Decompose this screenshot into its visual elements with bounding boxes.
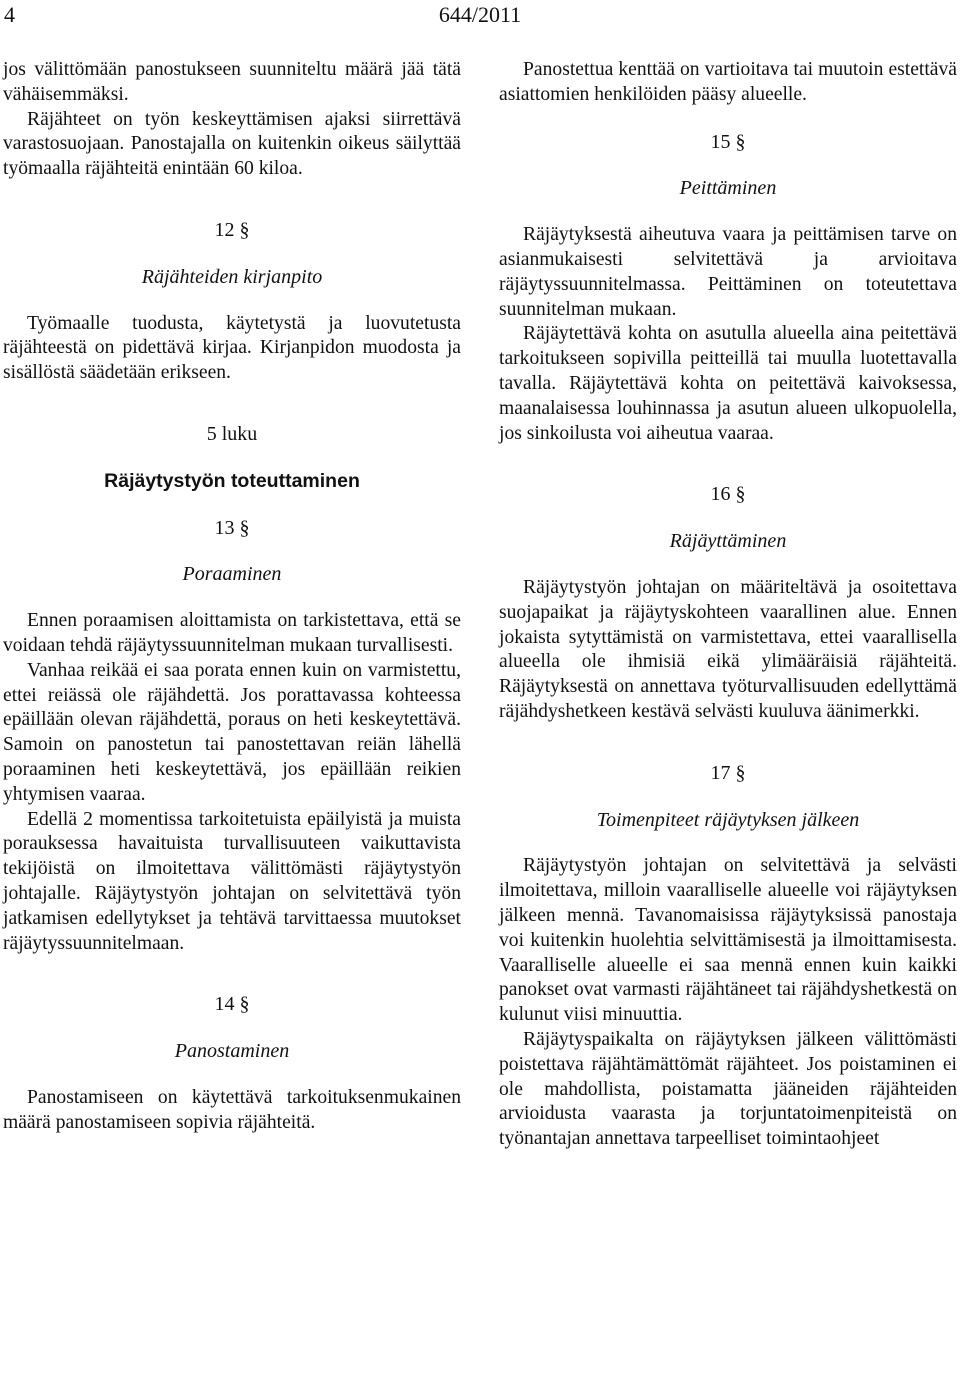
- section-17-paragraph-2: Räjäytyspaikalta on räjäytyksen jälkeen välittömästi poistettava räjähtämättömät räjähteet. Jos poistaminen ei ole mahdollista, poistamatta jääneiden räjähteiden arvioidusta vaarasta ja torjuntatoimenpiteistä on työnantajan annettava tarpeelliset toimintaohjeet: [499, 1028, 957, 1150]
- section-17-number: 17 §: [710, 761, 746, 784]
- section-16-number: 16 §: [710, 483, 746, 506]
- section-14-number: 14 §: [214, 993, 250, 1016]
- section-13-paragraph-3: Edellä 2 momentissa tarkoitetuista epäilyistä ja muista porauksessa havaituista turvallisuuteen vaikuttavista tekijöistä on ilmoitettava välittömästi räjäytystyön johtajalle. Räjäytystyön johtajan on selvitettävä työn jatkamisen edellytykset ja tehtävä tarvittaessa muutokset räjäytyssuunnitelmaan.: [3, 808, 461, 954]
- storage-paragraph: Räjähteet on työn keskeyttämisen ajaksi siirrettävä varastosuojaan. Panostajalla on kuitenkin oikeus säilyttää työmaalla räjähteitä enintään 60 kiloa.: [3, 108, 461, 180]
- section-13-paragraph-1: Ennen poraamisen aloittamista on tarkistettava, että se voidaan tehdä räjäytyssuunnitelman mukaan turvallisesti.: [3, 610, 461, 656]
- section-14-title: Panostaminen: [174, 1040, 290, 1063]
- section-12-paragraph-1: Työmaalle tuodusta, käytetystä ja luovutetusta räjähteestä on pidettävä kirjaa. Kirjanpidon muodosta ja sisällöstä säädetään erikseen.: [3, 312, 461, 384]
- section-15-number: 15 §: [710, 130, 746, 153]
- right-column: [499, 58, 957, 1152]
- page-number: 4: [4, 2, 15, 27]
- section-13-number: 13 §: [214, 516, 250, 539]
- left-column: [3, 58, 461, 1136]
- section-16-title: Räjäyttäminen: [669, 530, 787, 553]
- chapter-title: Räjäytystyön toteuttaminen: [104, 469, 360, 492]
- section-15-paragraph-2: Räjäytettävä kohta on asutulla alueella aina peitettävä tarkoitukseen sopivilla peitteillä tai muulla luotettavalla tavalla. Räjäytettävä kohta on peitettävä kaivoksessa, maanalaisessa louhinnassa ja asutun alueen ulkopuolella, jos sinkoilusta voi aiheutua vaaraa.: [499, 323, 957, 444]
- section-15-title: Peittäminen: [679, 177, 777, 200]
- chapter-number: 5 luku: [206, 422, 258, 445]
- section-13-title: Poraaminen: [182, 563, 282, 586]
- section-13-paragraph-2: Vanhaa reikää ei saa porata ennen kuin on varmistettu, ettei reiässä ole räjähdettä. Jos porattavassa kohteessa epäillään olevan räjähdettä, poraus on heti keskeytettävä. Samoin on panostetun tai panostettavan reiän lähellä poraaminen heti keskeytettävä, jos epäillään reikien yhtymisen vaaraa.: [3, 659, 461, 805]
- continued-paragraph: jos välittömään panostukseen suunniteltu määrä jää tätä vähäisemmäksi.: [3, 59, 461, 105]
- section-17-paragraph-1: Räjäytystyön johtajan on selvitettävä ja selvästi ilmoitettava, milloin vaaralliselle alueelle voi räjäytyksen jälkeen mennä. Tavanomaisissa räjäytyksissä panostaja voi kuitenkin huolehtia selvittämisestä ja ilmoittamisesta. Vaaralliselle alueelle ei saa mennä ennen kuin kaikki panokset ovat varmasti räjähtäneet tai räjähdyshetkestä on kulunut viisi minuuttia.: [499, 855, 957, 1026]
- publication-id: 644/2011: [438, 2, 522, 27]
- section-15-paragraph-1: Räjäytyksestä aiheutuva vaara ja peittämisen tarve on asianmukaisesti selvitettävä ja arvioitava räjäytyssuunnitelmassa. Peittäminen on toteutettava suunnitelman mukaan.: [499, 224, 957, 320]
- section-12-title: Räjähteiden kirjanpito: [141, 265, 323, 288]
- continued-paragraph-right: Panostettua kenttää on vartioitava tai muutoin estettävä asiattomien henkilöiden pääsy alueelle.: [499, 59, 957, 105]
- section-12-number: 12 §: [214, 218, 250, 241]
- section-17-title: Toimenpiteet räjäytyksen jälkeen: [596, 808, 860, 831]
- page-header: [0, 0, 960, 40]
- section-16-paragraph-1: Räjäytystyön johtajan on määriteltävä ja osoitettava suojapaikat ja räjäytyskohteen vaarallinen alue. Ennen jokaista sytyttämistä on varmistettava, ettei vaarallisella alueella ole ihmisiä eikä ylimääräisiä räjähteitä. Räjäytyksestä on annettava työturvallisuuden edellyttämä räjähdyshetkeen kestävä selvästi kuuluva äänimerkki.: [499, 576, 957, 722]
- section-14-paragraph-1: Panostamiseen on käytettävä tarkoituksenmukainen määrä panostamiseen sopivia räjähteitä.: [3, 1086, 461, 1133]
